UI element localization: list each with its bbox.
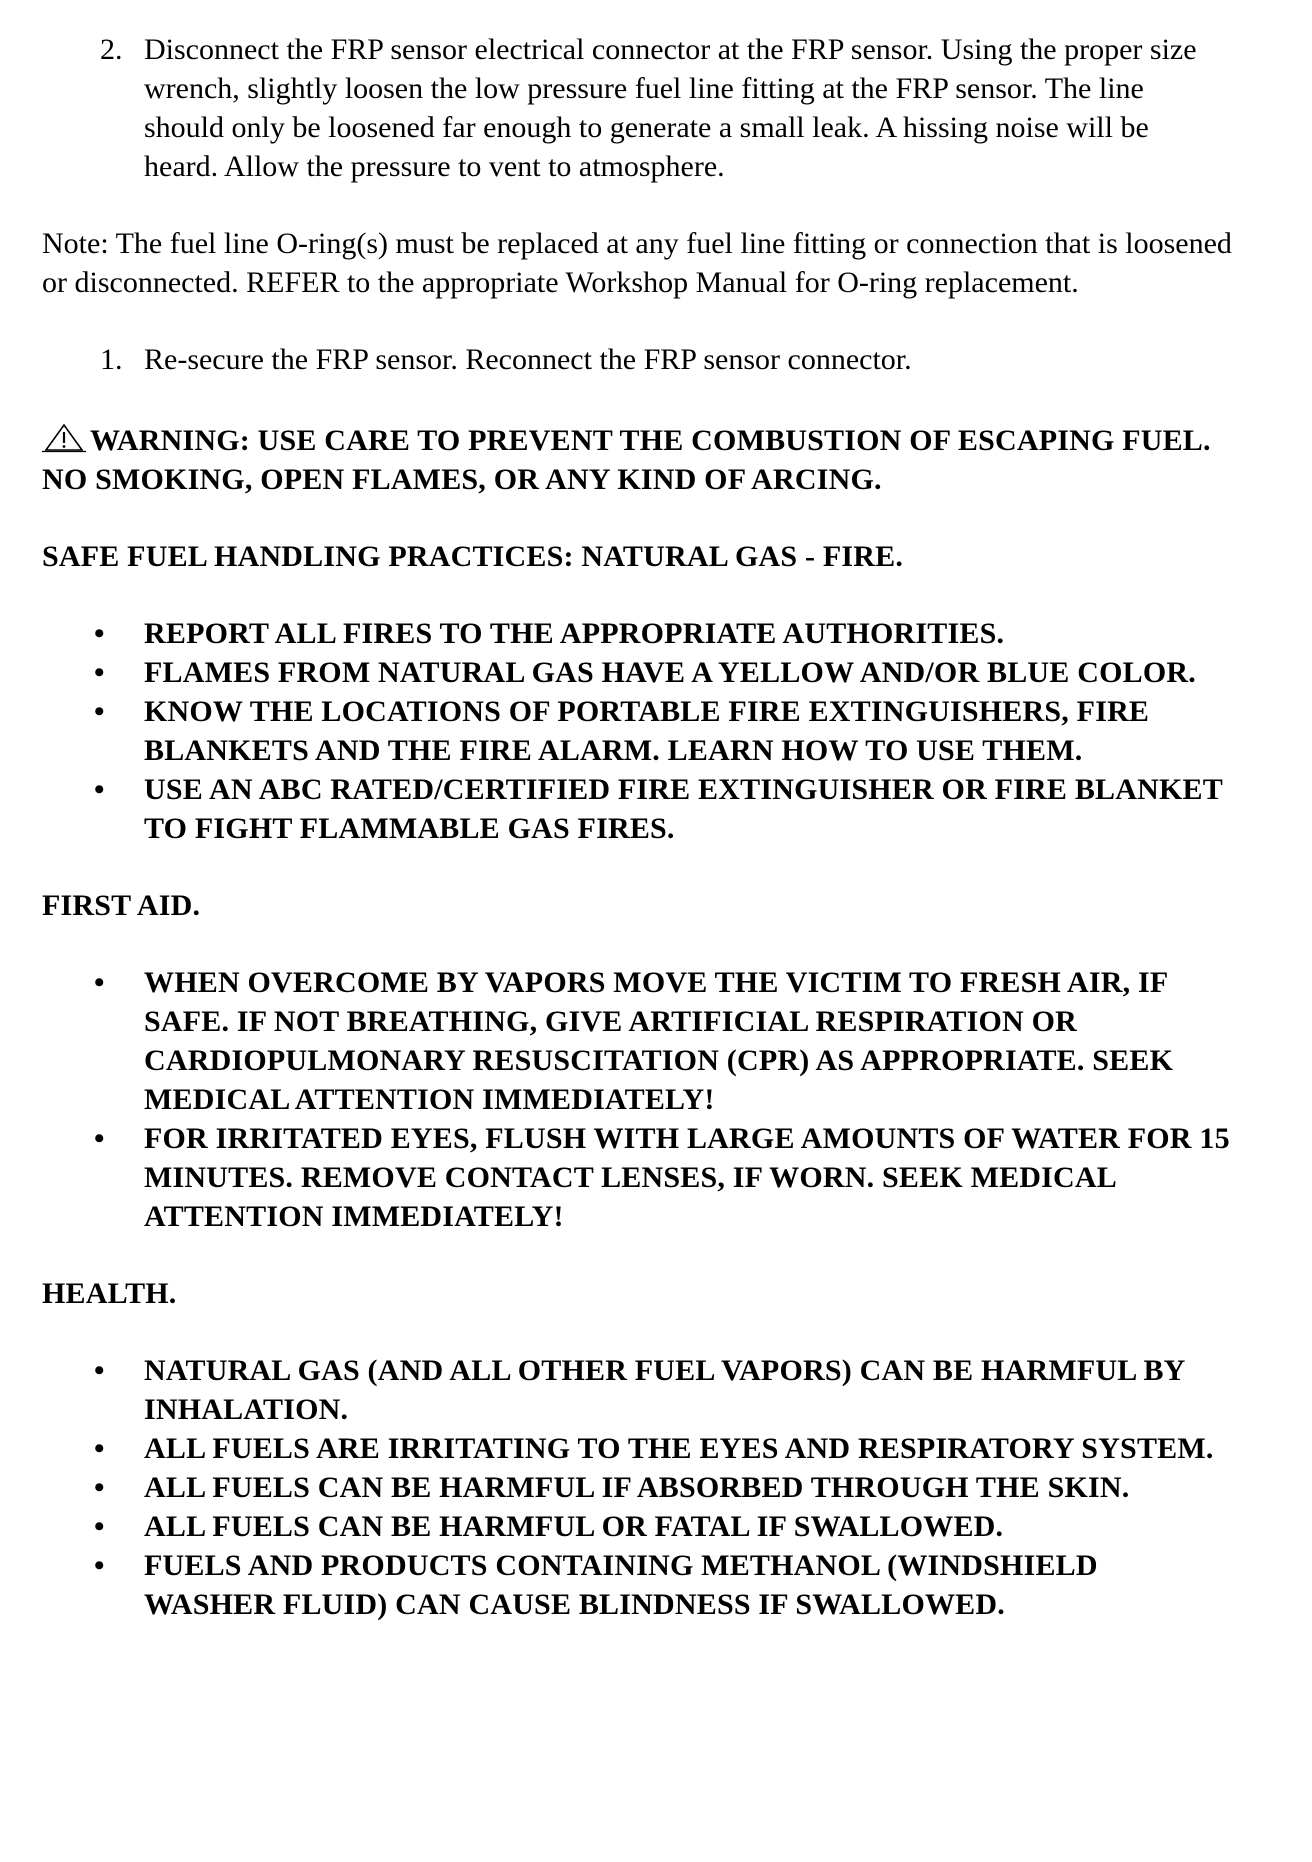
step-number (42, 340, 144, 379)
fire-bullet-list (42, 614, 1262, 848)
warning-text: WARNING: USE CARE TO PREVENT THE COMBUSTION OF ESCAPING FUEL. NO SMOKING, OPEN FLAMES, OR ANY KIND OF ARCING. (42, 424, 1211, 496)
bullet-icon: • (94, 1510, 105, 1543)
list-item-text: WHEN OVERCOME BY VAPORS MOVE THE VICTIM TO FRESH AIR, IF SAFE. IF NOT BREATHING, GIVE ARTIFICIAL RESPIRATION OR CARDIOPULMONARY RESUSCITATION (CPR) AS APPROPRIATE. SEEK MEDICAL ATTENTION IMMEDIATELY! (144, 966, 1174, 1116)
first-aid-bullet-list (42, 963, 1262, 1236)
bullet-icon: • (94, 656, 105, 689)
bullet-icon: • (94, 1432, 105, 1465)
list-item-text: FLAMES FROM NATURAL GAS HAVE A YELLOW AND/OR BLUE COLOR. (144, 656, 1196, 689)
list-item (42, 692, 1262, 770)
list-item (42, 614, 1262, 653)
step-2 (42, 30, 1262, 186)
bullet-icon: • (94, 966, 105, 999)
list-item (42, 1546, 1262, 1624)
list-item-text: ALL FUELS CAN BE HARMFUL OR FATAL IF SWALLOWED. (144, 1510, 1004, 1543)
list-item-text: USE AN ABC RATED/CERTIFIED FIRE EXTINGUISHER OR FIRE BLANKET TO FIGHT FLAMMABLE GAS FIRES. (144, 773, 1223, 845)
list-item (42, 1429, 1262, 1468)
list-item (42, 1468, 1262, 1507)
list-item (42, 770, 1262, 848)
bullet-icon: • (94, 1122, 105, 1155)
warning-block (42, 421, 1262, 499)
bullet-icon: • (94, 773, 105, 806)
bullet-icon: • (94, 695, 105, 728)
fire-section-heading: SAFE FUEL HANDLING PRACTICES: NATURAL GAS - FIRE. (42, 540, 904, 573)
list-item (42, 1119, 1262, 1236)
list-item (42, 1351, 1262, 1429)
step-1-text: Re-secure the FRP sensor. Reconnect the FRP sensor connector. (144, 343, 912, 376)
step-1 (42, 340, 1262, 379)
list-item (42, 963, 1262, 1119)
first-aid-heading: FIRST AID. (42, 889, 201, 922)
list-item-text: ALL FUELS CAN BE HARMFUL IF ABSORBED THROUGH THE SKIN. (144, 1471, 1130, 1504)
list-item-text: NATURAL GAS (AND ALL OTHER FUEL VAPORS) CAN BE HARMFUL BY INHALATION. (144, 1354, 1185, 1426)
step-2-number: 2. (100, 33, 123, 66)
health-heading: HEALTH. (42, 1277, 177, 1310)
list-item-text: ALL FUELS ARE IRRITATING TO THE EYES AND RESPIRATORY SYSTEM. (144, 1432, 1214, 1465)
list-item (42, 653, 1262, 692)
list-item-text: FOR IRRITATED EYES, FLUSH WITH LARGE AMOUNTS OF WATER FOR 15 MINUTES. REMOVE CONTACT LENSES, IF WORN. SEEK MEDICAL ATTENTION IMMEDIATELY! (144, 1122, 1230, 1233)
list-item-text: REPORT ALL FIRES TO THE APPROPRIATE AUTHORITIES. (144, 617, 1005, 650)
health-bullet-list (42, 1351, 1262, 1624)
document-page (42, 30, 1262, 1624)
note-paragraph: Note: The fuel line O-ring(s) must be replaced at any fuel line fitting or connection that is loosened or disconnected. REFER to the appropriate Workshop Manual for O-ring replacement. (42, 227, 1232, 299)
bullet-icon: • (94, 1549, 105, 1582)
bullet-icon: • (94, 617, 105, 650)
list-item-text: KNOW THE LOCATIONS OF PORTABLE FIRE EXTINGUISHERS, FIRE BLANKETS AND THE FIRE ALARM. LEARN HOW TO USE THEM. (144, 695, 1150, 767)
step-number (42, 30, 144, 186)
step-1-number: 1. (100, 343, 123, 376)
list-item (42, 1507, 1262, 1546)
bullet-icon: • (94, 1354, 105, 1387)
bullet-icon: • (94, 1471, 105, 1504)
warning-triangle-icon (42, 423, 86, 453)
step-2-text: Disconnect the FRP sensor electrical connector at the FRP sensor. Using the proper size wrench, slightly loosen the low pressure fuel line fitting at the FRP sensor. The line should only be loosened far enough to generate a small leak. A hissing noise will be heard. Allow the pressure to vent to atmosphere. (144, 33, 1197, 183)
list-item-text: FUELS AND PRODUCTS CONTAINING METHANOL (WINDSHIELD WASHER FLUID) CAN CAUSE BLINDNESS IF SWALLOWED. (144, 1549, 1098, 1621)
